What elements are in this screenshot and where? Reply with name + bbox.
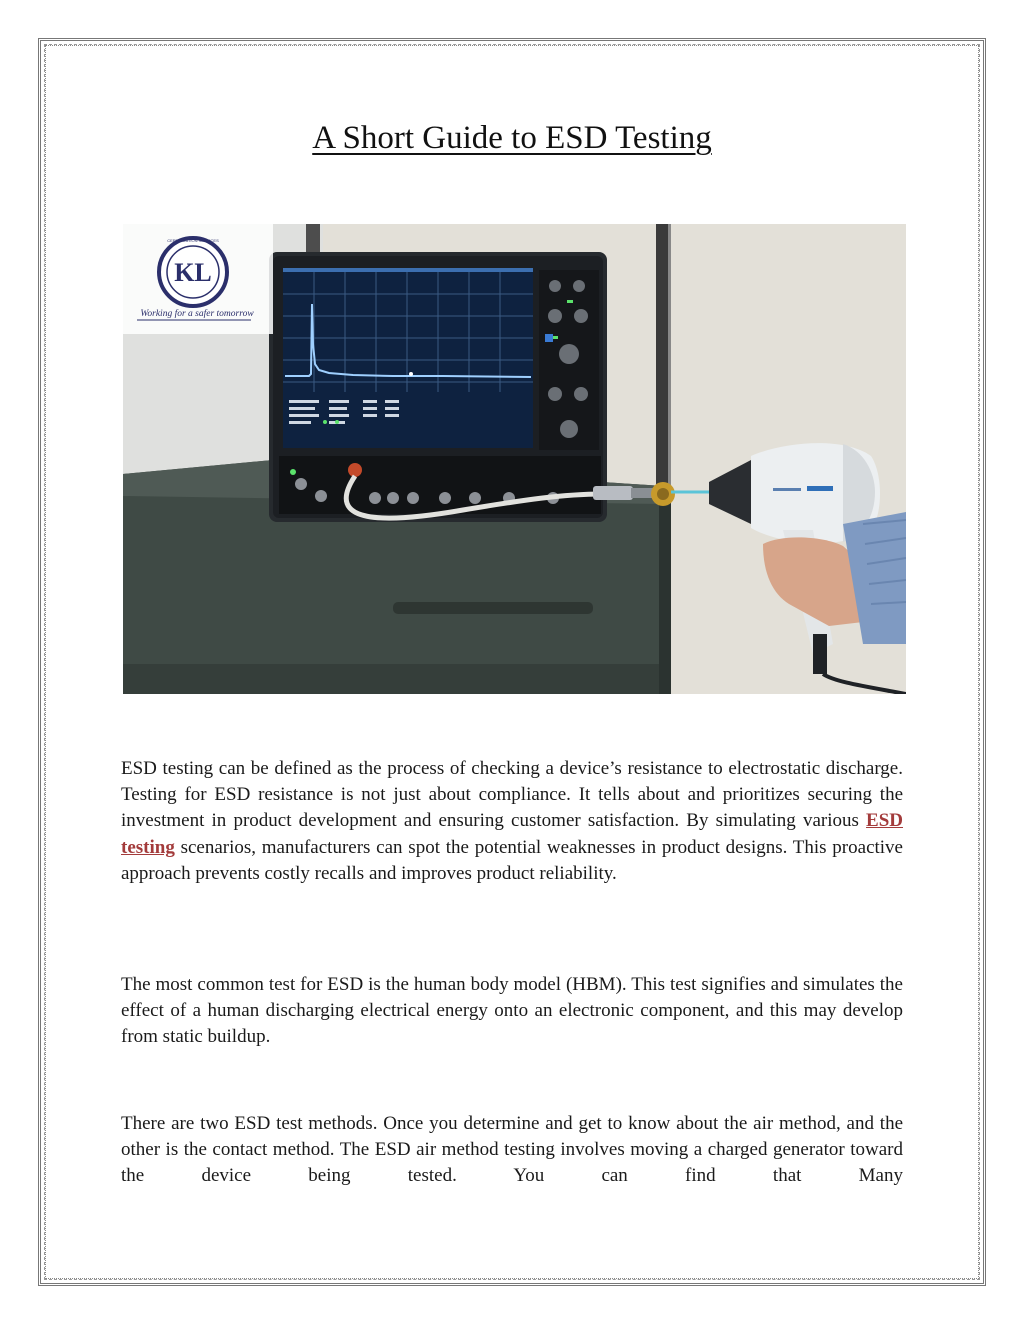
paragraph-intro-text-b: scenarios, manufacturers can spot the potential weaknesses in product designs. This proactive approach prevents costly recalls and improves product reliability.: [121, 836, 903, 884]
paragraph-intro: [121, 756, 903, 887]
document-title: A Short Guide to ESD Testing: [312, 120, 712, 156]
paragraph-methods: There are two ESD test methods. Once you determine and get to know about the air method, and the other is the contact method. The ESD air method testing involves moving a charged generator toward the device being tested. You can find that Many: [121, 1113, 903, 1187]
esd-testing-link[interactable]: ESD testing: [121, 810, 903, 858]
oscilloscope: [269, 252, 607, 522]
paragraph-intro-text-a: ESD testing can be defined as the process of checking a device’s resistance to electrostatic discharge. Testing for ESD resistance is not just about compliance. It tells about and prioritizes securing the investment in product development and ensuring customer satisfaction. By simulating various: [121, 758, 903, 832]
logo-initials: KL: [174, 258, 212, 287]
paragraph-hbm: The most common test for ESD is the human body model (HBM). This test signifies and simulates the effect of a human discharging electrical energy onto an electronic component, and this may develop from static buildup.: [121, 974, 903, 1048]
company-logo: [123, 224, 273, 334]
logo-ring-text: CERTIFICATION SERVICES: [167, 238, 219, 243]
logo-tagline: Working for a safer tomorrow: [140, 309, 254, 319]
esd-test-photo: [123, 224, 906, 694]
